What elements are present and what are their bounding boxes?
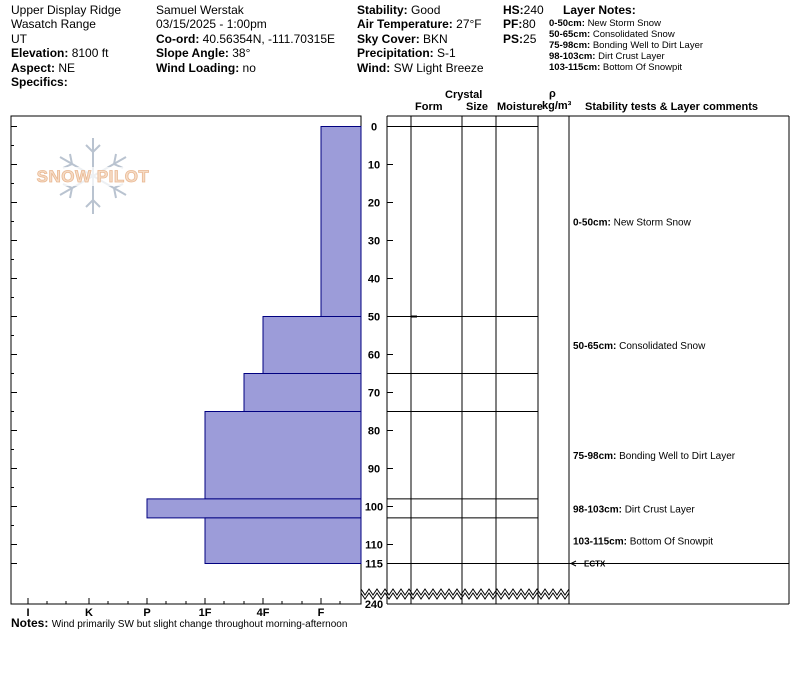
depth-tick-label: 80: [367, 425, 381, 438]
layer-note-text: Bonding Well to Dirt Layer: [592, 40, 704, 51]
depth-tick-label: 30: [367, 235, 381, 248]
sky-value: BKN: [423, 32, 448, 46]
layer-comment: [573, 504, 695, 515]
wind-value: SW Light Breeze: [393, 61, 484, 75]
hs-label: HS:: [503, 3, 524, 17]
slope-label: Slope Angle:: [156, 46, 229, 60]
layer-comment-range: 98-103cm:: [573, 504, 622, 516]
pf-value: 80: [522, 17, 536, 31]
layer-note-range: 75-98cm:: [549, 40, 591, 51]
layer-comment-range: 0-50cm:: [573, 217, 611, 229]
aspect-value: NE: [58, 61, 76, 75]
layer-comment-text: Bonding Well to Dirt Layer: [616, 451, 736, 463]
layer-bar: [147, 499, 361, 518]
depth-tick-label: 90: [367, 463, 381, 476]
layer-comment-text: Bottom Of Snowpit: [626, 536, 714, 548]
stability-label: Stability:: [357, 3, 408, 17]
hardness-tick-label: F: [317, 607, 325, 619]
depth-tick-label: 60: [367, 349, 381, 362]
layer-note-text: Consolidated Snow: [592, 29, 675, 40]
wind-label: Wind:: [357, 61, 391, 75]
depth-tick-label: 40: [367, 273, 381, 286]
layer-note-range: 0-50cm:: [549, 18, 585, 29]
location: Upper Display Ridge: [11, 3, 122, 17]
layer-note-range: 98-103cm:: [549, 51, 596, 62]
datetime: 03/15/2025 - 1:00pm: [156, 17, 267, 31]
stability-test-label: ECTX: [584, 559, 606, 569]
column-header-crystal: Crystal: [445, 89, 483, 101]
coord-value: 40.56354N, -111.70315E: [202, 32, 335, 46]
depth-tick-label: 0: [370, 121, 378, 134]
layer-bar: [205, 518, 361, 564]
layer-bar: [321, 127, 361, 317]
column-header-comments: Stability tests & Layer comments: [585, 101, 759, 113]
depth-tick-label: 20: [367, 197, 381, 210]
layer-comment: [573, 537, 713, 548]
sky-label: Sky Cover:: [357, 32, 420, 46]
column-header-size: Size: [466, 101, 489, 113]
depth-tick-label: 115: [365, 558, 383, 571]
column-header-form: Form: [415, 101, 443, 113]
column-header-rho: ρ: [549, 88, 556, 100]
precip-value: S-1: [437, 46, 456, 60]
layer-note-text: Dirt Crust Layer: [598, 51, 665, 62]
aspect-label: Aspect:: [11, 61, 56, 75]
pf-label: PF:: [503, 17, 523, 31]
hardness-tick-label: I: [26, 607, 30, 619]
elevation-value: 8100 ft: [71, 46, 109, 60]
layer-comment-text: New Storm Snow: [610, 217, 691, 229]
depth-tick-label: 50: [367, 311, 381, 324]
wind-loading-label: Wind Loading:: [156, 61, 240, 75]
layer-bar: [205, 412, 361, 499]
snowpilot-logo: [32, 138, 154, 214]
ps-label: PS:: [503, 32, 524, 46]
layer-bar: [263, 317, 361, 374]
depth-tick-label: 100: [364, 501, 384, 514]
layer-notes-title: Layer Notes:: [563, 3, 636, 17]
layer-note-range: 103-115cm:: [549, 62, 601, 73]
air-temp-label: Air Temperature:: [357, 17, 453, 31]
hardness-tick-label: 1F: [198, 607, 212, 619]
hardness-tick-label: K: [85, 607, 93, 619]
watermark-text: SNOW PILOT: [36, 167, 150, 186]
elevation-label: Elevation:: [11, 46, 69, 60]
column-header-moisture: Moisture: [497, 101, 543, 113]
layer-bar: [244, 374, 361, 412]
notes-label: Notes:: [11, 616, 49, 630]
layer-comment-text: Consolidated Snow: [616, 341, 706, 352]
layer-comment-range: 75-98cm:: [573, 451, 617, 463]
layer-comment: [573, 218, 692, 229]
precip-label: Precipitation:: [357, 46, 434, 60]
coord-label: Co-ord:: [156, 32, 200, 46]
hs-value: 240: [523, 3, 544, 17]
specifics-label: Specifics:: [11, 75, 68, 89]
depth-tick-label: 10: [367, 159, 381, 172]
observer: Samuel Werstak: [156, 3, 244, 17]
layer-note-text: New Storm Snow: [587, 18, 661, 29]
depth-tick-label: 240: [364, 599, 384, 611]
notes-text: Wind primarily SW but slight change throughout morning-afternoon: [51, 619, 348, 630]
wind-loading-value: no: [242, 61, 256, 75]
column-header-rho-unit: kg/m³: [542, 100, 572, 112]
air-temp-value: 27°F: [456, 17, 482, 31]
notes: [11, 616, 347, 632]
state: UT: [11, 32, 27, 46]
range: Wasatch Range: [11, 17, 96, 31]
depth-tick-label: 110: [365, 539, 383, 552]
layer-comment: [573, 451, 736, 462]
ps-value: 25: [523, 32, 537, 46]
hardness-tick-label: 4F: [256, 607, 270, 619]
layer-comment-range: 103-115cm:: [573, 536, 627, 548]
layer-comment-text: Dirt Crust Layer: [621, 504, 695, 516]
stability-value: Good: [411, 3, 441, 17]
depth-tick-label: 70: [367, 387, 381, 400]
layer-comment: [573, 341, 706, 352]
layer-comment-range: 50-65cm:: [573, 341, 617, 352]
slope-value: 38°: [232, 46, 251, 60]
layer-note-range: 50-65cm:: [549, 29, 591, 40]
layer-note-text: Bottom Of Snowpit: [602, 62, 683, 73]
hardness-tick-label: P: [143, 607, 151, 619]
